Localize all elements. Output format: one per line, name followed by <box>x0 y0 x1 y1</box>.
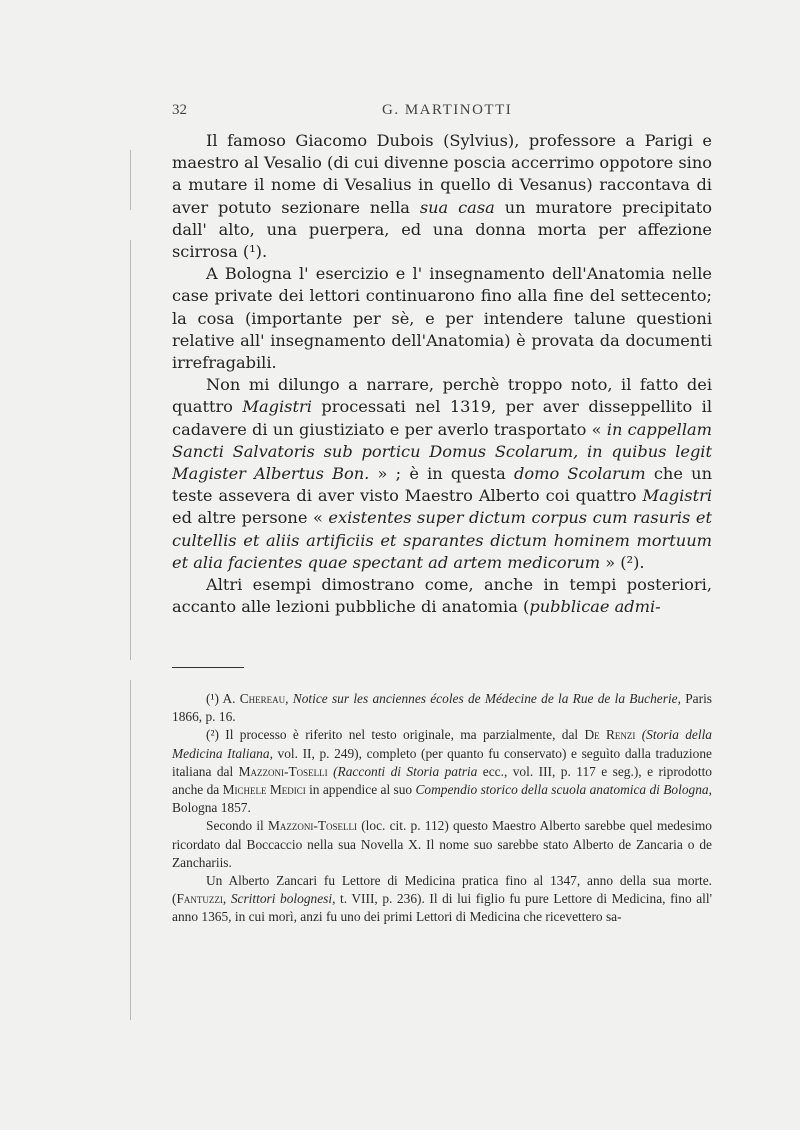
margin-mark <box>130 240 131 660</box>
footnote-2: (²) Il processo è riferito nel testo originale, ma parzialmente, dal De Renzi (Storia della Medicina Italiana, vol. II, p. 249), completo (per quanto fu conservato) e seguìto dalla traduzione italiana dal Mazzoni-Toselli (Racconti di Storia patria ecc., vol. III, p. 117 e seg.), e riprodotto anche da Michele Medici in appendice al suo Compendio storico della scuola anatomica di Bologna, Bologna 1857. <box>172 727 713 816</box>
paragraph-2: A Bologna l' esercizio e l' insegnamento dell'Anatomia nelle case private dei lettori continuarono fino alla fine del settecento; la cosa (importante per sè, e per intendere talune questioni relative all' insegnamento dell'Anatomia) è provata da documenti irrefragabili. <box>172 264 712 373</box>
margin-mark <box>130 680 131 1020</box>
footnote-separator <box>172 667 244 668</box>
paragraph-3: Non mi dilungo a narrare, perchè troppo noto, il fatto dei quattro Magistri processati nel 1319, per aver disseppellito il cadavere di un giustiziato e per averlo trasportato « in cappellam Sancti Salvatoris sub porticu Domus Scolarum, in quibus legit Magister Albertus Bon. » ; è in questa domo Scolarum che un teste assevera di aver visto Maestro Alberto coi quattro Magistri ed altre persone « existentes super dictum corpus cum rasuris et cultellis et aliis artificiis et sparantes dictum hominem mortuum et alia facientes quae spectant ad artem medicorum » (²). <box>172 375 713 572</box>
margin-mark <box>130 150 131 210</box>
footnote-2-continued: Secondo il Mazzoni-Toselli (loc. cit. p. 112) questo Maestro Alberto sarebbe quel medesimo ricordato dal Boccaccio nella sua Novella X. Il nome suo sarebbe stato Alberto de Zancaria o de Zanchariis. <box>172 818 712 870</box>
paragraph-4: Altri esempi dimostrano come, anche in tempi posteriori, accanto alle lezioni pubbliche di anatomia (pubblicae admi- <box>172 575 712 617</box>
running-header <box>172 102 712 122</box>
footnote-1: (¹) A. Chereau, Notice sur les anciennes écoles de Médecine de la Rue de la Bucherie, Paris 1866, p. 16. <box>172 691 713 725</box>
footnotes <box>172 690 712 927</box>
footnote-2-continued-b: Un Alberto Zancari fu Lettore di Medicina pratica fino al 1347, anno della sua morte. (Fantuzzi, Scrittori bolognesi, t. VIII, p. 236). Il di lui figlio fu pure Lettore di Medicina, fino all' anno 1365, in cui morì, anzi fu uno dei primi Lettori di Medicina che ricevettero sa- <box>172 873 712 925</box>
main-text <box>172 130 712 618</box>
page-number: 32 <box>172 102 187 118</box>
paragraph-1: Il famoso Giacomo Dubois (Sylvius), professore a Parigi e maestro al Vesalio (di cui divenne poscia accerrimo oppotore sino a mutare il nome di Vesalius in quello di Vesanus) raccontava di aver potuto sezionare nella sua casa un muratore precipitato dall' alto, una puerpera, ed una donna morta per affezione scirrosa (¹). <box>172 131 712 262</box>
running-head-author: G. MARTINOTTI <box>382 102 513 118</box>
